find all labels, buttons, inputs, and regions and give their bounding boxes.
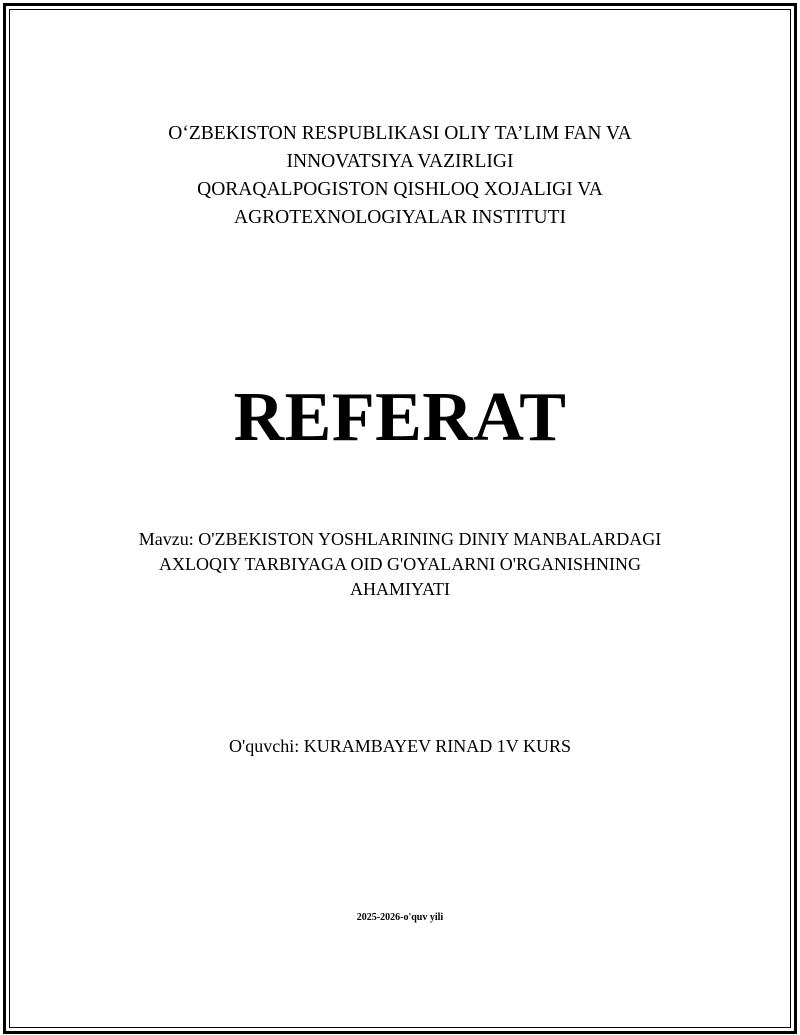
institution-header: [0, 120, 800, 232]
academic-year: 2025-2026-o'quv yili: [356, 912, 444, 923]
topic-line: AHAMIYATI: [350, 579, 450, 599]
institution-line: QORAQALPOGISTON QISHLOQ XOJALIGI VA: [197, 179, 603, 200]
topic-line: AXLOQIY TARBIYAGA OID G'OYALARNI O'RGANISHNING: [158, 554, 642, 574]
document-title: REFERAT: [233, 379, 567, 456]
institution-line: O‘ZBEKISTON RESPUBLIKASI OLIY TA’LIM FAN VA: [168, 123, 632, 144]
student-line: O'quvchi: KURAMBAYEV RINAD 1V KURS: [229, 736, 571, 756]
institution-line: INNOVATSIYA VAZIRLIGI: [286, 151, 514, 172]
topic-block: [0, 527, 800, 602]
institution-line: AGROTEXNOLOGIYALAR INSTITUTI: [234, 207, 566, 228]
topic-line: Mavzu: O'ZBEKISTON YOSHLARINING DINIY MANBALARDAGI: [138, 529, 662, 549]
